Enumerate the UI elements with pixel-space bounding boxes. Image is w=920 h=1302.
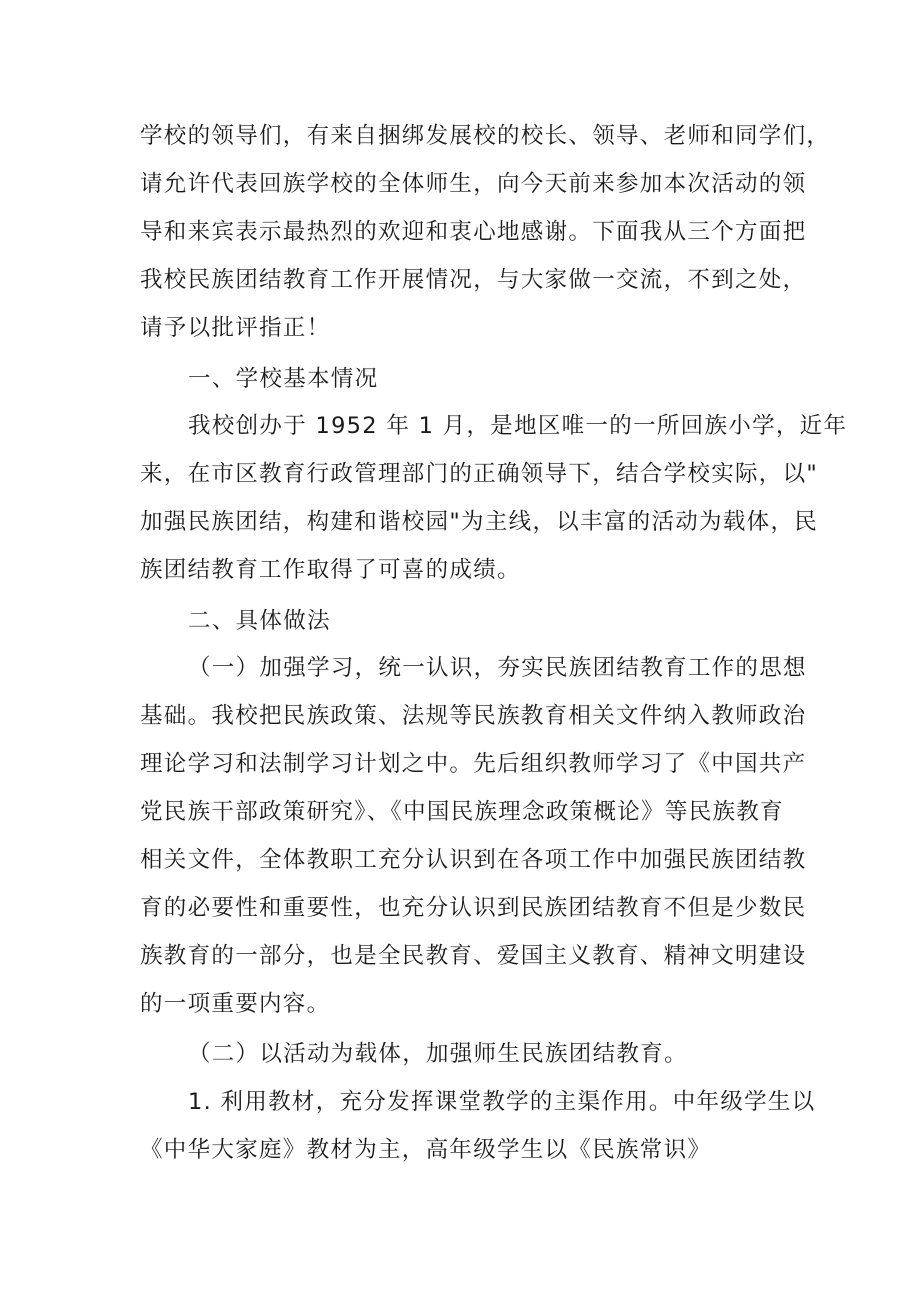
paragraph-line: 导和来宾表示最热烈的欢迎和衷心地感谢。下面我从三个方面把 xyxy=(140,219,807,245)
paragraph-line: 的一项重要内容。 xyxy=(140,991,331,1017)
paragraph-line: 理论学习和法制学习计划之中。先后组织教师学习了《中国共产 xyxy=(140,751,807,777)
paragraph-line: （一）加强学习，统一认识，夯实民族团结教育工作的思想 xyxy=(188,655,807,681)
paragraph-line: 来，在市区教育行政管理部门的正确领导下，结合学校实际，以" xyxy=(140,461,819,487)
subsection-heading: （二）以活动为载体，加强师生民族团结教育。 xyxy=(188,1041,688,1067)
paragraph-line: 族教育的一部分，也是全民教育、爱国主义教育、精神文明建设 xyxy=(140,943,807,969)
paragraph-line: 基础。我校把民族政策、法规等民族教育相关文件纳入教师政治 xyxy=(140,703,807,729)
paragraph-line: 育的必要性和重要性，也充分认识到民族团结教育不但是少数民 xyxy=(140,895,807,921)
paragraph-line: 请予以批评指正！ xyxy=(140,315,331,341)
paragraph-line: 《中华大家庭》教材为主，高年级学生以《民族常识》 xyxy=(140,1137,712,1163)
paragraph-line: 族团结教育工作取得了可喜的成绩。 xyxy=(140,557,521,583)
paragraph-line: 党民族干部政策研究》、《中国民族理念政策概论》等民族教育 xyxy=(140,799,784,825)
section-heading: 二、具体做法 xyxy=(188,608,331,634)
paragraph-line: 我校创办于 1952 年 1 月，是地区唯一的一所回族小学，近年 xyxy=(188,413,848,439)
paragraph-line: 请允许代表回族学校的全体师生，向今天前来参加本次活动的领 xyxy=(140,171,807,197)
paragraph-line: 学校的领导们，有来自捆绑发展校的校长、领导、老师和同学们， xyxy=(140,123,831,149)
paragraph-line: 加强民族团结，构建和谐校园"为主线，以丰富的活动为载体，民 xyxy=(140,509,819,535)
paragraph-line: 1. 利用教材，充分发挥课堂教学的主渠作用。中年级学生以 xyxy=(188,1089,816,1115)
paragraph-line: 相关文件，全体教职工充分认识到在各项工作中加强民族团结教 xyxy=(140,847,807,873)
section-heading: 一、学校基本情况 xyxy=(188,366,379,392)
paragraph-line: 我校民族团结教育工作开展情况，与大家做一交流，不到之处， xyxy=(140,267,807,293)
